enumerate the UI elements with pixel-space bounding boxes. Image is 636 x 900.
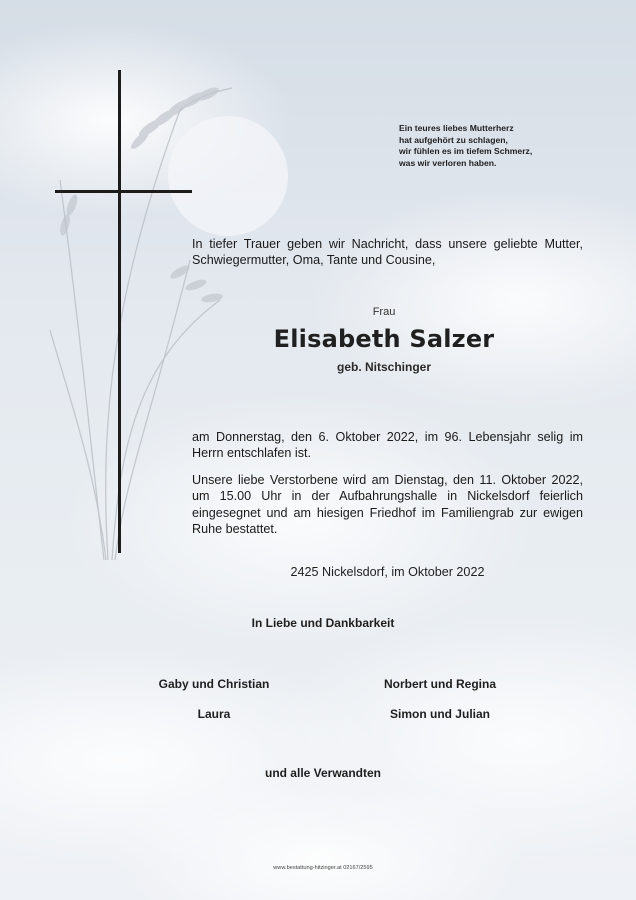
cross-vertical-bar (118, 70, 121, 553)
mourner-name: Norbert und Regina (383, 677, 496, 691)
salutation: Frau (372, 306, 396, 318)
quote-line: was wir verloren haben. (399, 157, 497, 168)
quote-line: Ein teures liebes Mutterherz (399, 123, 514, 133)
mourner-name: Laura (197, 707, 231, 721)
closing-phrase: In Liebe und Dankbarkeit (251, 616, 395, 630)
quote-line: wir fühlen es im tiefem Schmerz, (399, 146, 533, 156)
maiden-name: geb. Nitschinger (336, 360, 431, 374)
death-notice: am Donnerstag, den 6. Oktober 2022, im 96. Lebensjahr selig im Herrn entschlafen ist. (192, 430, 583, 461)
place-date: 2425 Nickelsdorf, im Oktober 2022 (290, 565, 485, 579)
mourner-name: Simon und Julian (389, 707, 490, 721)
deceased-name: Elisabeth Salzer (273, 325, 495, 353)
intro-paragraph: In tiefer Trauer geben wir Nachricht, dass unsere geliebte Mutter, Schwiegermutter, Oma, Tante und Cousine, (192, 237, 583, 268)
quote-line: hat aufgehört zu schlagen, (399, 134, 508, 145)
mourner-name: Gaby und Christian (158, 677, 270, 691)
funeral-notice: Unsere liebe Verstorbene wird am Dienstag, den 11. Oktober 2022, um 15.00 Uhr in der Aufbahrungshalle in Nickelsdorf feierlich eingesegnet und am hiesigen Friedhof im Familiengrab zur ewigen Ruhe bestattet. (192, 473, 583, 536)
moon-circle (168, 116, 288, 236)
relatives-line: und alle Verwandten (264, 766, 382, 780)
funeral-home-footer: www.bestattung-hitzinger.at 02167/2595 (273, 865, 373, 871)
cross-horizontal-bar (55, 190, 192, 193)
memorial-quote (399, 123, 579, 169)
